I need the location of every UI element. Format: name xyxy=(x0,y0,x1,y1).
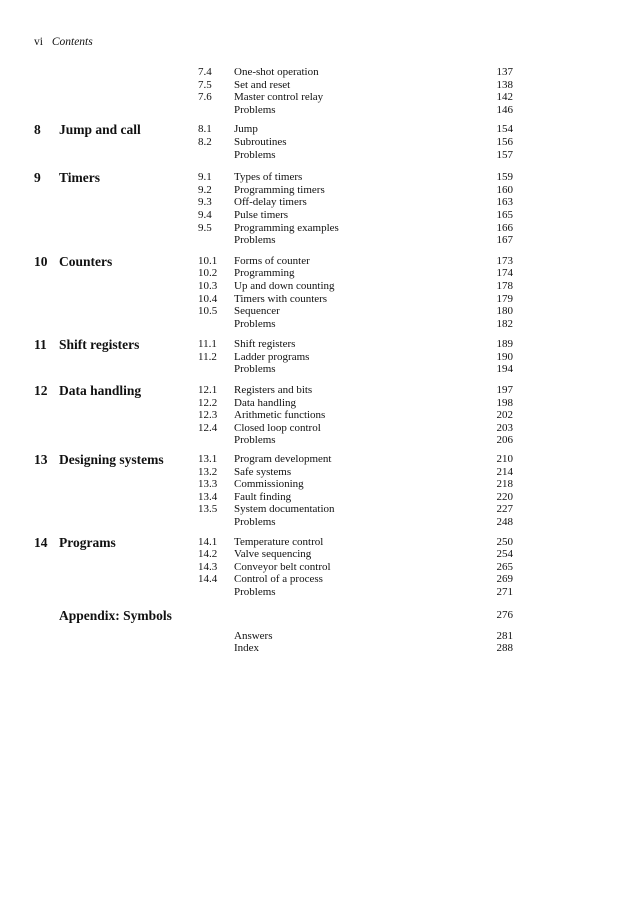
chapter-block xyxy=(0,255,638,331)
appendix-title: Appendix: Symbols xyxy=(59,607,172,623)
chapter-title-text: Timers xyxy=(59,170,100,186)
toc-entry xyxy=(0,466,638,479)
chapter-title-text: Counters xyxy=(59,253,113,269)
page-number: 159 xyxy=(496,171,513,184)
page-number: 276 xyxy=(496,608,513,621)
toc-entry xyxy=(0,548,638,561)
toc-entry xyxy=(0,384,638,397)
running-head-label: Contents xyxy=(51,36,93,48)
section-number: 13.1 xyxy=(198,453,218,466)
section-title: Program development xyxy=(234,453,332,466)
toc-entry xyxy=(0,434,638,447)
section-title: Programming xyxy=(234,267,295,280)
toc-entry xyxy=(0,422,638,435)
section-number: 11.1 xyxy=(198,338,217,351)
page-number: 163 xyxy=(496,196,513,209)
page-number: 288 xyxy=(496,642,513,655)
chapter-number: 12 xyxy=(34,383,48,399)
toc-entry xyxy=(0,478,638,491)
section-number: 8.2 xyxy=(198,135,212,148)
section-title: Shift registers xyxy=(234,338,296,351)
section-title: Jump xyxy=(234,123,258,136)
chapter-block xyxy=(0,123,638,161)
chapter-block xyxy=(0,536,638,599)
page-number: 203 xyxy=(496,421,513,434)
section-number: 10.5 xyxy=(198,305,218,318)
chapter-block xyxy=(0,66,638,116)
section-number: 13.4 xyxy=(198,490,218,503)
chapter-number: 13 xyxy=(34,452,48,468)
chapter-block xyxy=(0,384,638,447)
page-number: 165 xyxy=(496,208,513,221)
toc-entry xyxy=(0,363,638,376)
section-number: 10.1 xyxy=(198,254,218,267)
section-number: 9.2 xyxy=(198,183,212,196)
toc-entry xyxy=(0,255,638,268)
page-number: 250 xyxy=(496,535,513,548)
section-number: 9.1 xyxy=(198,171,212,184)
section-number: 14.4 xyxy=(198,573,218,586)
toc-entry xyxy=(0,516,638,529)
page-number: 179 xyxy=(496,292,513,305)
section-number: 10.3 xyxy=(198,279,218,292)
section-number: 13.5 xyxy=(198,503,218,516)
section-number: 10.4 xyxy=(198,292,218,305)
toc-entry xyxy=(0,305,638,318)
section-title: Problems xyxy=(234,148,276,161)
section-title: Problems xyxy=(234,434,276,447)
toc-entry xyxy=(0,234,638,247)
toc-entry xyxy=(0,409,638,422)
toc-entry xyxy=(0,573,638,586)
page-number: 157 xyxy=(496,148,513,161)
section-title: Problems xyxy=(234,317,276,330)
chapter-block xyxy=(0,338,638,376)
page-number: 202 xyxy=(496,409,513,422)
section-number: 13.3 xyxy=(198,478,218,491)
section-number: 12.2 xyxy=(198,396,218,409)
toc-entry xyxy=(0,79,638,92)
section-title: Data handling xyxy=(234,396,297,409)
section-number: 7.5 xyxy=(198,78,212,91)
page-number: 271 xyxy=(496,585,513,598)
section-number: 12.4 xyxy=(198,421,218,434)
toc-entry xyxy=(0,397,638,410)
toc-entry xyxy=(0,586,638,599)
page-number: 189 xyxy=(496,338,513,351)
page-folio: vi xyxy=(34,36,43,48)
section-number: 8.1 xyxy=(198,123,212,136)
chapter-title-text: Programs xyxy=(59,534,116,550)
section-title: Subroutines xyxy=(234,135,287,148)
page-number: 182 xyxy=(496,317,513,330)
section-title: Up and down counting xyxy=(234,279,335,292)
appendix-entry xyxy=(0,608,638,630)
section-title: Fault finding xyxy=(234,490,292,503)
toc-entry xyxy=(0,642,638,655)
toc-entry xyxy=(0,293,638,306)
section-title: Registers and bits xyxy=(234,384,313,397)
section-title: Pulse timers xyxy=(234,208,289,221)
section-title: Index xyxy=(234,642,260,655)
section-title: Timers with counters xyxy=(234,292,328,305)
page-number: 154 xyxy=(496,123,513,136)
section-title: Programming timers xyxy=(234,183,325,196)
chapter-block xyxy=(0,453,638,529)
page-number: 227 xyxy=(496,503,513,516)
toc-entry xyxy=(0,351,638,364)
page-number: 248 xyxy=(496,516,513,528)
section-number: 13.2 xyxy=(198,465,218,478)
page-number: 214 xyxy=(496,465,513,478)
backmatter-block xyxy=(0,630,638,655)
toc-entry xyxy=(0,267,638,280)
toc-entry xyxy=(0,209,638,222)
page-number: 137 xyxy=(496,66,513,78)
page-number: 197 xyxy=(496,384,513,397)
chapter-title-text: Jump and call xyxy=(59,122,141,138)
page-number: 166 xyxy=(496,221,513,234)
toc-entry xyxy=(0,184,638,197)
section-title: Off-delay timers xyxy=(234,196,307,209)
section-title: Problems xyxy=(234,234,276,247)
section-title: System documentation xyxy=(234,503,335,516)
section-title: Problems xyxy=(234,103,276,116)
chapter-number: 9 xyxy=(34,170,41,186)
chapter-title-text: Shift registers xyxy=(59,337,140,353)
chapter-block xyxy=(0,171,638,247)
section-number: 12.1 xyxy=(198,384,218,397)
section-number: 9.3 xyxy=(198,196,212,209)
toc-entry xyxy=(0,630,638,643)
toc-entry xyxy=(0,104,638,117)
toc-entry xyxy=(0,453,638,466)
section-title: Types of timers xyxy=(234,171,303,184)
toc-entry xyxy=(0,222,638,235)
page-number: 198 xyxy=(496,396,513,409)
section-title: Set and reset xyxy=(234,78,291,91)
toc-entry xyxy=(0,66,638,79)
page-number: 194 xyxy=(496,363,513,376)
page-number: 265 xyxy=(496,560,513,573)
section-number: 14.1 xyxy=(198,535,218,548)
running-head xyxy=(34,36,93,48)
section-title: Ladder programs xyxy=(234,350,310,363)
section-number: 9.4 xyxy=(198,208,212,221)
toc-entry xyxy=(0,136,638,149)
page-number: 206 xyxy=(496,434,513,447)
chapter-title-text: Designing systems xyxy=(59,452,164,468)
toc-entry xyxy=(0,503,638,516)
section-number: 14.2 xyxy=(198,548,218,561)
toc-entry xyxy=(0,280,638,293)
section-title: Valve sequencing xyxy=(234,548,312,561)
page-number: 220 xyxy=(496,490,513,503)
section-number: 7.6 xyxy=(198,91,212,104)
section-title: Temperature control xyxy=(234,535,324,548)
section-title: Programming examples xyxy=(234,221,339,234)
toc-entry xyxy=(0,561,638,574)
toc-entry xyxy=(0,171,638,184)
toc-entry xyxy=(0,149,638,162)
section-title: Problems xyxy=(234,516,276,528)
chapter-title-text: Data handling xyxy=(59,383,142,399)
page-number: 174 xyxy=(496,267,513,280)
section-number: 12.3 xyxy=(198,409,218,422)
page-number: 160 xyxy=(496,183,513,196)
section-number: 9.5 xyxy=(198,221,212,234)
page-number: 210 xyxy=(496,453,513,466)
chapter-number: 14 xyxy=(34,534,48,550)
page-number: 190 xyxy=(496,350,513,363)
toc-entry xyxy=(0,123,638,136)
page-number: 156 xyxy=(496,135,513,148)
page-number: 178 xyxy=(496,279,513,292)
section-title: Problems xyxy=(234,585,276,598)
page-number: 173 xyxy=(496,254,513,267)
page-number: 142 xyxy=(496,91,513,104)
page-number: 281 xyxy=(496,629,513,642)
page-number: 138 xyxy=(496,78,513,91)
section-title: Commissioning xyxy=(234,478,304,491)
page-number: 146 xyxy=(496,103,513,116)
toc-entry xyxy=(0,196,638,209)
section-number: 10.2 xyxy=(198,267,218,280)
section-title: One-shot operation xyxy=(234,66,319,78)
section-title: Closed loop control xyxy=(234,421,321,434)
chapter-number: 10 xyxy=(34,253,48,269)
section-number: 7.4 xyxy=(198,66,212,78)
toc-entry xyxy=(0,318,638,331)
section-title: Master control relay xyxy=(234,91,324,104)
section-title: Arithmetic functions xyxy=(234,409,326,422)
toc-entry xyxy=(0,491,638,504)
page-number: 254 xyxy=(496,548,513,561)
section-title: Conveyor belt control xyxy=(234,560,331,573)
section-number: 11.2 xyxy=(198,350,217,363)
table-of-contents xyxy=(0,66,638,655)
section-title: Answers xyxy=(234,629,273,642)
section-title: Control of a process xyxy=(234,573,323,586)
page-number: 218 xyxy=(496,478,513,491)
section-title: Safe systems xyxy=(234,465,292,478)
page-number: 180 xyxy=(496,305,513,318)
chapter-number: 8 xyxy=(34,122,41,138)
section-number: 14.3 xyxy=(198,560,218,573)
section-title: Forms of counter xyxy=(234,254,310,267)
toc-entry xyxy=(0,91,638,104)
section-title: Problems xyxy=(234,363,276,376)
page-number: 167 xyxy=(496,234,513,247)
toc-entry xyxy=(0,338,638,351)
chapter-number: 11 xyxy=(34,337,47,353)
page-number: 269 xyxy=(496,573,513,586)
toc-entry xyxy=(0,536,638,549)
section-title: Sequencer xyxy=(234,305,280,318)
